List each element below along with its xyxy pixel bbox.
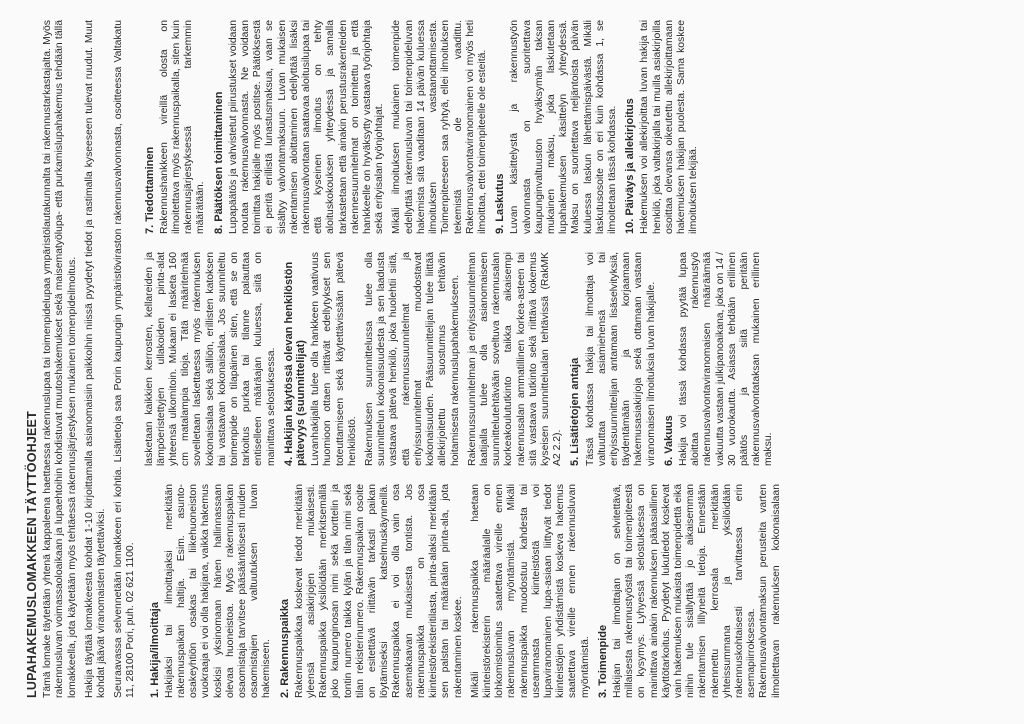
- section-paragraph: Rakennussuunnitelman ja erityissuunnitelman laatijalla tulee olla asianomaiseen suunnittelutehtävään soveltuva rakennusalan korkeakoulututkinto taikka aikaisempi rakennusalan ammatillinen korkea-asteen tai sitä vastaava tutkinto sekä riittävä kokemus kyseisen suunnittelualan tehtävissä (RakMK A2 2.2).: [466, 252, 564, 466]
- section: [279, 484, 592, 698]
- section-paragraph: Hakijan tai ilmoittajan on selvitettävä, millaisesta rakennustyöstä tai toimenpiteestä on kysymys. Lyhyessä selostuksessa on mainittava ainakin rakennuksen pääasiallinen käyttötarkoitus. Pyydetyt lukutiedot koskevat vain hakemuksen mukaista toimenpidettä eikä niihin tule sisällyttää jo aikaisemman rakentamisen lillyneitä tietoja. Ennestään rakennettu kerrosala merkitään yhteissummana ja yksilöidään rakennuskohtaisesti tarvittaessa erin asemapiirroksessa. Rakennusvalvontamaksun perusteita varten ilmoitettavan rakennuksen kokonaisalaan lasketaan kaikkien kerrosten, kellareiden ja lämpöeristettyjen ullakoiden pinta-alat yhteensä ulkomitoin. Mukaan ei lasketa 160 cm matalampia tiloja. Tätä määritelmää sovelletaan laskettaessa myös rakennuksen kokonaisalaa sekä sälliön, erillisten katoksen tai vastaavan kokonaisalaa. Jos suunniteltu toimenpide on tilapäinen siten, että se on tarkoitus purkaa tai tilanne palauttaa entiselleen määräajan kuluessa, siitä on mainittava selostuksessa.: [143, 252, 782, 698]
- section: [494, 20, 619, 234]
- section-paragraph: Mikäli rakennuspaikka haetaan kiinteistörekisterin määräalalle on lohkomistoimitus saatettava vireille ennen rakennusluvan myöntämistä. Mikäli rakennuspaikka muodostuu kahdesta tai useammasta kiinteistöstä voi lupaviranomainen lupa-asiaan liittyvät tiedot kiinteistöjen yhdistämistä koskeva hakemus saatettava vireille ennen rakennusluvan myöntämistä.: [469, 484, 591, 698]
- section-paragraph: Lupapäätös ja vahvistetut piirustukset voidaan noutaa rakennusvalvonnasta. Ne voidaan toimittaa hakijalle myös postitse. Päätöksestä ei peritä erillistä lunastusmaksua, vaan se sisältyy valvontamaksuun. Luvan mukaisen rakentamisen aloittaminen edellyttää lisäksi rakennusvalvontaan saatavaa aloitusilupaa tai että kyseinen ilmoitus on tehty aloituskokouksen yhteydessä ja samalla tarkastetaan että ainakin perustusrakenteiden rakennesuunnitelmat on toimitettu ja että hankkeelle on hyväksytty vastaava työnjohtaja sekä erityisalan työnjohtajat.: [227, 20, 386, 234]
- intro-paragraph: Seuraavassa selvennetään lomakkeen eri kohtia. Lisätietoja saa Porin kaupungin ympäristöviraston rakennusvalvonnasta, osoitteessa Valtakatu 11, 28100 Pori, puh. 02 621 1100.: [113, 20, 137, 698]
- section-heading: 10. Päiväys ja allekirjoitus: [624, 98, 637, 234]
- section-heading: 2. Rakennuspaikka: [278, 598, 291, 698]
- section: [149, 484, 274, 698]
- section: [213, 20, 489, 234]
- intro-paragraph: Tämä lomake täytetään yhtenä kappaleena haettaessa rakennuslupaa tai toimenpidelupaa ympäristölautakunnalta tai rakennustarkastajalta. Myös rakennusluvan voimassaoloaikaan ja lupaehtoihin kohdistuvat muutoshakemukset sekä maisematyölupa- että purkamislupahakemus tehdään tällä lomakkeella, jota käytetään myös tehtäessä rakennusjärjestyksen mukainen toimenpideilmoitus.: [42, 20, 78, 698]
- section-heading: 7. Tiedottaminen: [143, 146, 156, 234]
- section-heading: 4. Hakijan käytössä olevan henkilöstön pätevyys (suunnittelijat): [282, 261, 308, 466]
- intro-paragraph: Hakija täyttää lomakkeesta kohdat 1-10 kirjoittamalla asianomaisiin paikkoihin niissä pyydetyt tiedot ja rastimalla kyseeseen tulevat ruudut. Muut kohdat jäävät viranomaisten täytettäviksi.: [83, 20, 108, 698]
- instruction-columns: [144, 20, 784, 698]
- section-paragraph: Mikäli ilmoituksen mukainen toimenpide edellyttää rakennusluvan tai toimenpideluvan hakemista sitä vaaditaan 14 päivän kuluessa ilmoituksen vastaanottamisesta. Toimenpiteeseen saa ryhtyä, ellei ilmoituksen tekemistä ole vaadittu. Rakennusvalvontaviranomainen voi myös heti ilmoittaa, ettei toimenpiteelle ole esteitä.: [391, 20, 488, 234]
- section-paragraph: Luvan käsittelystä ja rakennustyön valvonnasta on suoritettava kaupunginvaltuuston hyväksymän taksan mukainen maksu, joka laskutetaan lupahakemuksen käsittelyn yhteydessä. Maksu on suoritettava neljäntoista päivän kuluessa laskun lähettämispäivästä. Mikäli laskutusosoite on eri kuin kohdassa 1, se ilmoitetaan tässä kohdassa.: [509, 20, 618, 234]
- section-paragraph: Hakija voi tässä kohdassa pyytää lupaa aloittaa rakennustyö rakennusvalvontaviranomaisen määräämää vakuutta vastaan julkipanoaikana, joka on 14 / 30 vuorokautta. Asiassa tehdään erillinen päätös ja siitä peritään rakennusvalvontataksan mukainen erillinen maksu.: [677, 252, 775, 466]
- section-paragraph: Rakennuksen suunnittelussa tulee olla suunnittelun kokonaisuudesta ja sen laadusta vastaava pätevä henkilö, joka huolehtii siitä, että rakennussuunnitelmat ja erityissuunnitelmat muodostavat kokonaisuuden. Pääsuunnittelijan tulee liittää allekirjoitettu suostumus tehtävän hoitamisesta rakennuslupahakemukseen.: [364, 252, 461, 466]
- section-heading: 1. Hakija/ilmoittaja: [148, 602, 161, 698]
- section-paragraph: Hakemuksen voi allekirjoittaa luvan hakija tai henkilö, joka valtakirjalla tai muilla asiakirjoilla osoittaa olevansa oikeutettu allekirjoittamaan hakemuksen hakijan puolesta. Sama koskee ilmoituksen tekijää.: [639, 20, 700, 234]
- section: [663, 252, 776, 466]
- section-paragraph: Rakennushankkeen vireillä olosta on ilmoitettava myös rakennuspaikalla, siten kuin rakennusjärjestyksessä tarkemmin määrätään.: [158, 20, 207, 234]
- section-paragraph: Luvanhakijalla tulee olla hankkeen vaativuus huomioon ottaen riittävät edellytykset sen toteuttamiseen sekä käytettävissään pätevä henkilöstö.: [310, 252, 358, 466]
- section: [283, 252, 564, 466]
- section-heading: 3. Toimenpide: [596, 624, 609, 698]
- section-paragraph: Tässä kohdassa hakija tai ilmoittaja voi valtuuttaa asiamiehensä tai erityissuunnittelijan antamaan lisäselvityksiä, täydentämään ja korjaamaan hakemusasiakirjoja sekä ottamaan vastaan viranomaisen ilmoituksia luvan hakijalle.: [584, 252, 657, 466]
- section: [569, 252, 657, 466]
- section: [144, 20, 208, 234]
- section-paragraph: Rakennuspaikkaa koskevat tiedot merkitään yleensä asiakirjojen mukaisesti. Rakennuspaikka yksilöidään merkitsemällä joko kaupunginosan nimi sekä korttelin ja tontin numero taikka kylän ja tilan nimi sekä tilan rekisterinumero. Rakennuspaikan osoite on esitettävä riittävän tarkasti paikan löytämiseksi katselmuskäynneillä. Rakennuspaikka ei voi olla vain osa asemakaavan mukaisesta tontista. Jos rakennuspaikka on osa kiinteistörekisteritilasta, pinta-alaksi merkitään sen palstan tai määräalan pinta-ala, jota rakentaminen koskee.: [293, 484, 464, 698]
- section-paragraph: Hakijaksi tai ilmoittajaksi merkitään rakennuspaikan haltija. Esim. asunto-osakeyhtiön osakas tai liikehuoneiston vuokraaja ei voi olla hakijana, vaikka hakemus koskisi yksinomaan hänen hallinnassaan olevaa huoneistoa. Myös rakennuspaikan osaomistaja tarvitsee pääsääntöisesti muiden osaomistajien valtuutuksen luvan hakemiseen.: [163, 484, 273, 698]
- intro-block: [42, 20, 137, 698]
- section-heading: 8. Päätöksen toimittaminen: [212, 91, 225, 234]
- section-heading: 9. Laskutus: [494, 173, 507, 234]
- section-heading: 6. Vakuus: [662, 415, 675, 466]
- section: [624, 20, 700, 234]
- section-heading: 5. Lisätietojen antaja: [569, 357, 582, 466]
- document-title: LUPAHAKEMUSLOMAKKEEN TÄYTTÖOHJEET: [25, 411, 39, 698]
